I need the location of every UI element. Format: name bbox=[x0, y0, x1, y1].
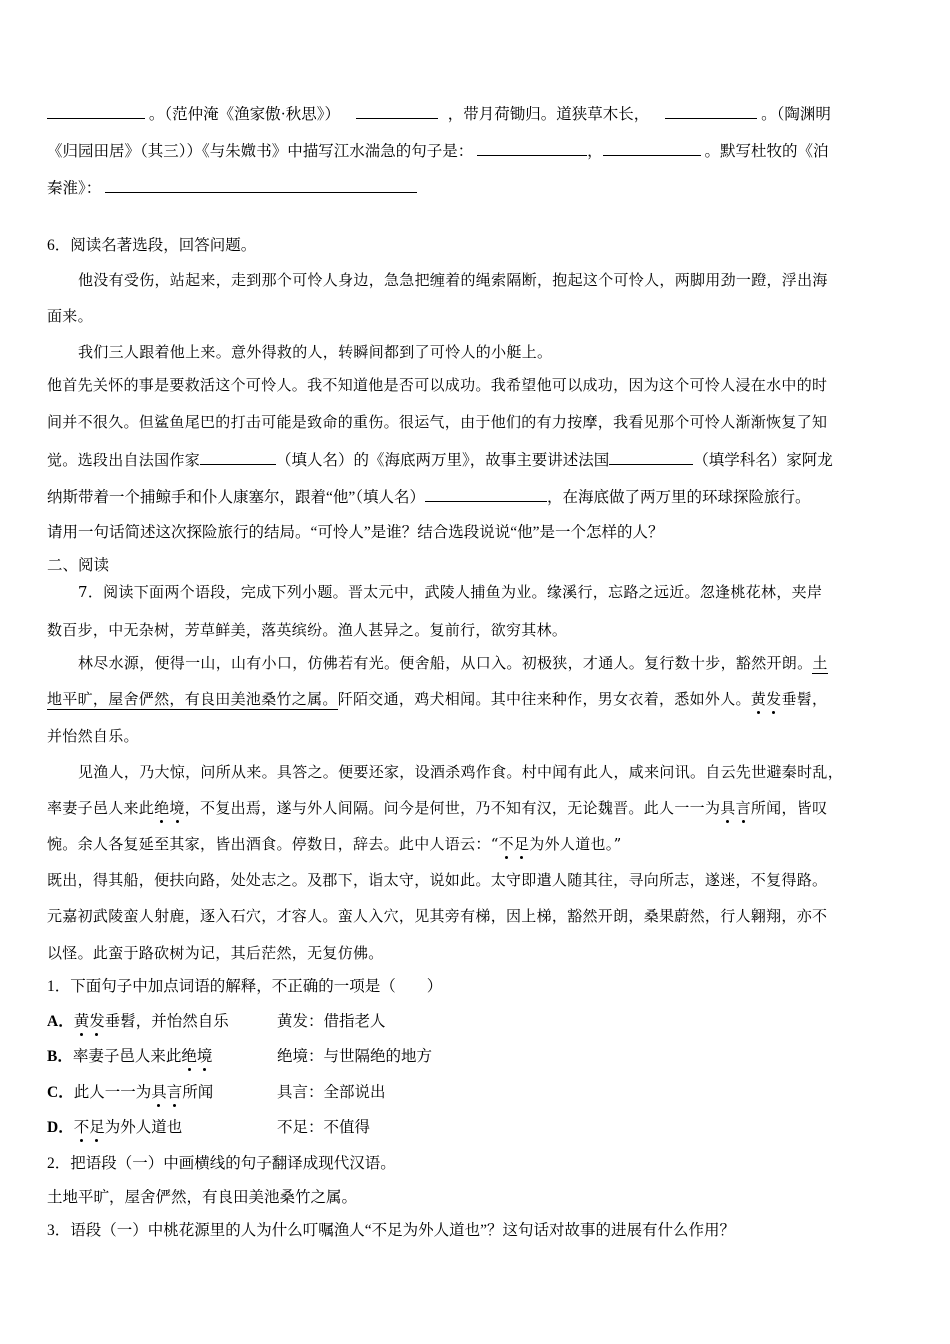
q6-title: 6．阅读名著选段，回答问题。 bbox=[47, 237, 257, 254]
q5-text: 。（范仲淹《渔家傲·秋思》） bbox=[148, 106, 341, 123]
option-sentence bbox=[47, 1118, 277, 1138]
option-explanation: 不足：不值得 bbox=[277, 1119, 371, 1136]
section-title: 二、阅读 bbox=[47, 557, 110, 574]
option-label: C． bbox=[47, 1084, 74, 1101]
q5-comma: ， bbox=[587, 143, 603, 160]
q5-line-2 bbox=[47, 140, 829, 162]
underlined-text: 地平旷，屋舍俨然，有良田美池桑竹之属。 bbox=[47, 690, 338, 708]
dotted-char: 发 bbox=[766, 690, 782, 708]
q5-text: ，带月荷锄归。道狭草木长， bbox=[447, 106, 650, 123]
q6-question-line bbox=[47, 449, 833, 471]
dotted-char: 具 bbox=[151, 1084, 167, 1101]
option-explanation: 具言：全部说出 bbox=[277, 1084, 386, 1101]
q7-passage-line: 并怡然自乐。 bbox=[47, 727, 139, 745]
q7-passage-line: 元嘉初武陵蛮人射鹿，逐入石穴，才容人。蛮人入穴，见其旁有梯，因上梯，豁然开朗，桑果蔚然，行人翱翔，亦不 bbox=[47, 907, 828, 925]
sub-question-2-sentence: 土地平旷，屋舍俨然，有良田美池桑竹之属。 bbox=[47, 1189, 358, 1206]
q6-passage-line: 我们三人跟着他上来。意外得救的人，转瞬间都到了可怜人的小艇上。 bbox=[78, 343, 553, 361]
underlined-text: 土 bbox=[812, 654, 828, 672]
q7-passage-line: 数百步，中无杂树，芳草鲜美，落英缤纷。渔人甚异之。复前行，欲穷其林。 bbox=[47, 621, 568, 639]
q5-text: 。（陶渊明 bbox=[761, 106, 831, 123]
option-sentence bbox=[47, 1012, 277, 1032]
q6-question-line bbox=[47, 486, 811, 508]
q7-passage-line bbox=[47, 689, 827, 709]
option-label: B． bbox=[47, 1048, 73, 1065]
option-explanation: 绝境：与世隔绝的地方 bbox=[277, 1048, 433, 1065]
passage-text: 率妻子邑人来此 bbox=[47, 799, 155, 817]
passage-text: 为外人道也。” bbox=[529, 835, 622, 853]
sub-question-2: 2．把语段（一）中画横线的句子翻译成现代汉语。 bbox=[47, 1155, 396, 1172]
passage-text: 所闻，皆叹 bbox=[750, 799, 828, 817]
option-label: D． bbox=[47, 1119, 74, 1136]
option-explanation: 黄发：借指老人 bbox=[277, 1013, 386, 1030]
q6-passage-line: 他没有受伤，站起来，走到那个可怜人身边，急急把缠着的绳索隔断，抱起这个可怜人，两脚用劲一蹬，浮出海 bbox=[78, 271, 828, 289]
option-text: 此人一一为 bbox=[73, 1084, 152, 1101]
answer-blank[interactable] bbox=[603, 140, 701, 156]
q7-passage-line bbox=[47, 798, 827, 818]
answer-blank[interactable] bbox=[105, 177, 417, 193]
dotted-char: 黄 bbox=[750, 690, 767, 708]
q6-text: 觉。选段出自法国作家 bbox=[47, 451, 201, 469]
q5-line-1 bbox=[47, 103, 831, 125]
dotted-char: 言 bbox=[735, 799, 751, 817]
dotted-char: 境 bbox=[196, 1048, 213, 1065]
passage-text: ，不复出焉，遂与外人间隔。问今是何世，乃不知有汉，无论魏晋。此人一一为 bbox=[184, 799, 721, 817]
q6-text: （填人名）的《海底两万里》，故事主要讲述法国 bbox=[276, 452, 610, 469]
option-text: 为外人道也 bbox=[104, 1119, 183, 1136]
dotted-char: 具 bbox=[720, 799, 736, 817]
option-text: 率妻子邑人来此 bbox=[72, 1048, 182, 1065]
q7-passage-line: 见渔人，乃大惊，问所从来。具答之。便要还家，设酒杀鸡作食。村中闻有此人，咸来问讯。自云先世避秦时乱， bbox=[78, 763, 844, 781]
dotted-char: 黄 bbox=[73, 1013, 90, 1030]
q5-text: 《归园田居》（其三））《与朱媺书》中描写江水湍急的句子是： bbox=[47, 143, 474, 160]
q6-passage-line: 他首先关怀的事是要救活这个可怜人。我不知道他是否可以成功。我希望他可以成功，因为这个可怜人浸在水中的时 bbox=[47, 376, 828, 394]
q6-text: 纳斯带着一个捕鲸手和仆人康塞尔，跟着“他”（填人名） bbox=[47, 489, 426, 506]
dotted-char: 不 bbox=[498, 835, 514, 853]
option-d[interactable] bbox=[47, 1118, 370, 1138]
q6-passage-line: 面来。 bbox=[47, 307, 93, 325]
passage-text: 惋。余人各复延至其家，皆出酒食。停数日，辞去。此中人语云：“ bbox=[47, 835, 499, 853]
dotted-char: 发 bbox=[89, 1013, 105, 1030]
option-a[interactable] bbox=[47, 1012, 386, 1032]
q6-question-line: 请用一句话简述这次探险旅行的结局。“可怜人”是谁？结合选段说说“他”是一个怎样的人？ bbox=[47, 524, 664, 541]
option-text: 垂髫，并怡然自乐 bbox=[104, 1013, 229, 1030]
q7-passage-line bbox=[47, 834, 622, 854]
q5-line-3 bbox=[47, 177, 417, 199]
answer-blank[interactable] bbox=[200, 449, 276, 465]
q6-text: （填学科名）家阿龙 bbox=[693, 452, 833, 469]
dotted-char: 足 bbox=[513, 835, 530, 853]
answer-blank[interactable] bbox=[47, 103, 145, 119]
sub-question-1: 1．下面句子中加点词语的解释，不正确的一项是（ ） bbox=[47, 978, 443, 995]
option-c[interactable] bbox=[47, 1083, 386, 1103]
passage-text: 林尽水源，便得一山，山有小口，仿佛若有光。便舍船，从口入。初极狭，才通人。复行数十步，豁然开朗。 bbox=[78, 654, 813, 672]
dotted-char: 足 bbox=[89, 1119, 105, 1136]
dotted-char: 境 bbox=[169, 799, 185, 817]
q6-passage-line: 间并不很久。但鲨鱼尾巴的打击可能是致命的重伤。很运气，由于他们的有力按摩，我看见那个可怜人渐渐恢复了知 bbox=[47, 413, 828, 431]
dotted-char: 绝 bbox=[154, 799, 170, 817]
passage-text: 垂髫， bbox=[781, 690, 828, 708]
q6-text: ，在海底做了两万里的环球探险旅行。 bbox=[547, 489, 811, 506]
option-text: 所闻 bbox=[182, 1084, 214, 1101]
dotted-char: 不 bbox=[73, 1119, 90, 1136]
q7-passage-line: 既出，得其船，便扶向路，处处志之。及郡下，诣太守，说如此。太守即遣人随其往，寻向所志，遂迷，不复得路。 bbox=[47, 871, 828, 889]
option-sentence bbox=[47, 1047, 277, 1067]
answer-blank[interactable] bbox=[609, 449, 693, 465]
option-b[interactable] bbox=[47, 1047, 432, 1067]
answer-blank[interactable] bbox=[425, 486, 547, 502]
q5-text: 秦淮》： bbox=[47, 180, 102, 197]
dotted-char: 言 bbox=[166, 1084, 183, 1101]
option-label: A． bbox=[47, 1013, 74, 1030]
answer-blank[interactable] bbox=[356, 103, 438, 119]
q7-passage-line: 以怪。此蛮于路砍树为记，其后茫然，无复仿佛。 bbox=[47, 944, 384, 962]
dotted-char: 绝 bbox=[181, 1048, 197, 1065]
q7-passage-line: 7．阅读下面两个语段，完成下列小题。晋太元中，武陵人捕鱼为业。缘溪行，忘路之远近。忽逢桃花林，夹岸 bbox=[78, 583, 823, 601]
passage-text: 阡陌交通，鸡犬相闻。其中往来种作，男女衣着，悉如外人。 bbox=[337, 690, 751, 708]
answer-blank[interactable] bbox=[477, 140, 587, 156]
q5-text: 。默写杜牧的《泊 bbox=[704, 143, 829, 160]
option-sentence bbox=[47, 1083, 277, 1103]
sub-question-3: 3．语段（一）中桃花源里的人为什么叮嘱渔人“不足为外人道也”？这句话对故事的进展有什么作用？ bbox=[47, 1222, 736, 1239]
q7-passage-line bbox=[78, 653, 828, 673]
answer-blank[interactable] bbox=[665, 103, 757, 119]
